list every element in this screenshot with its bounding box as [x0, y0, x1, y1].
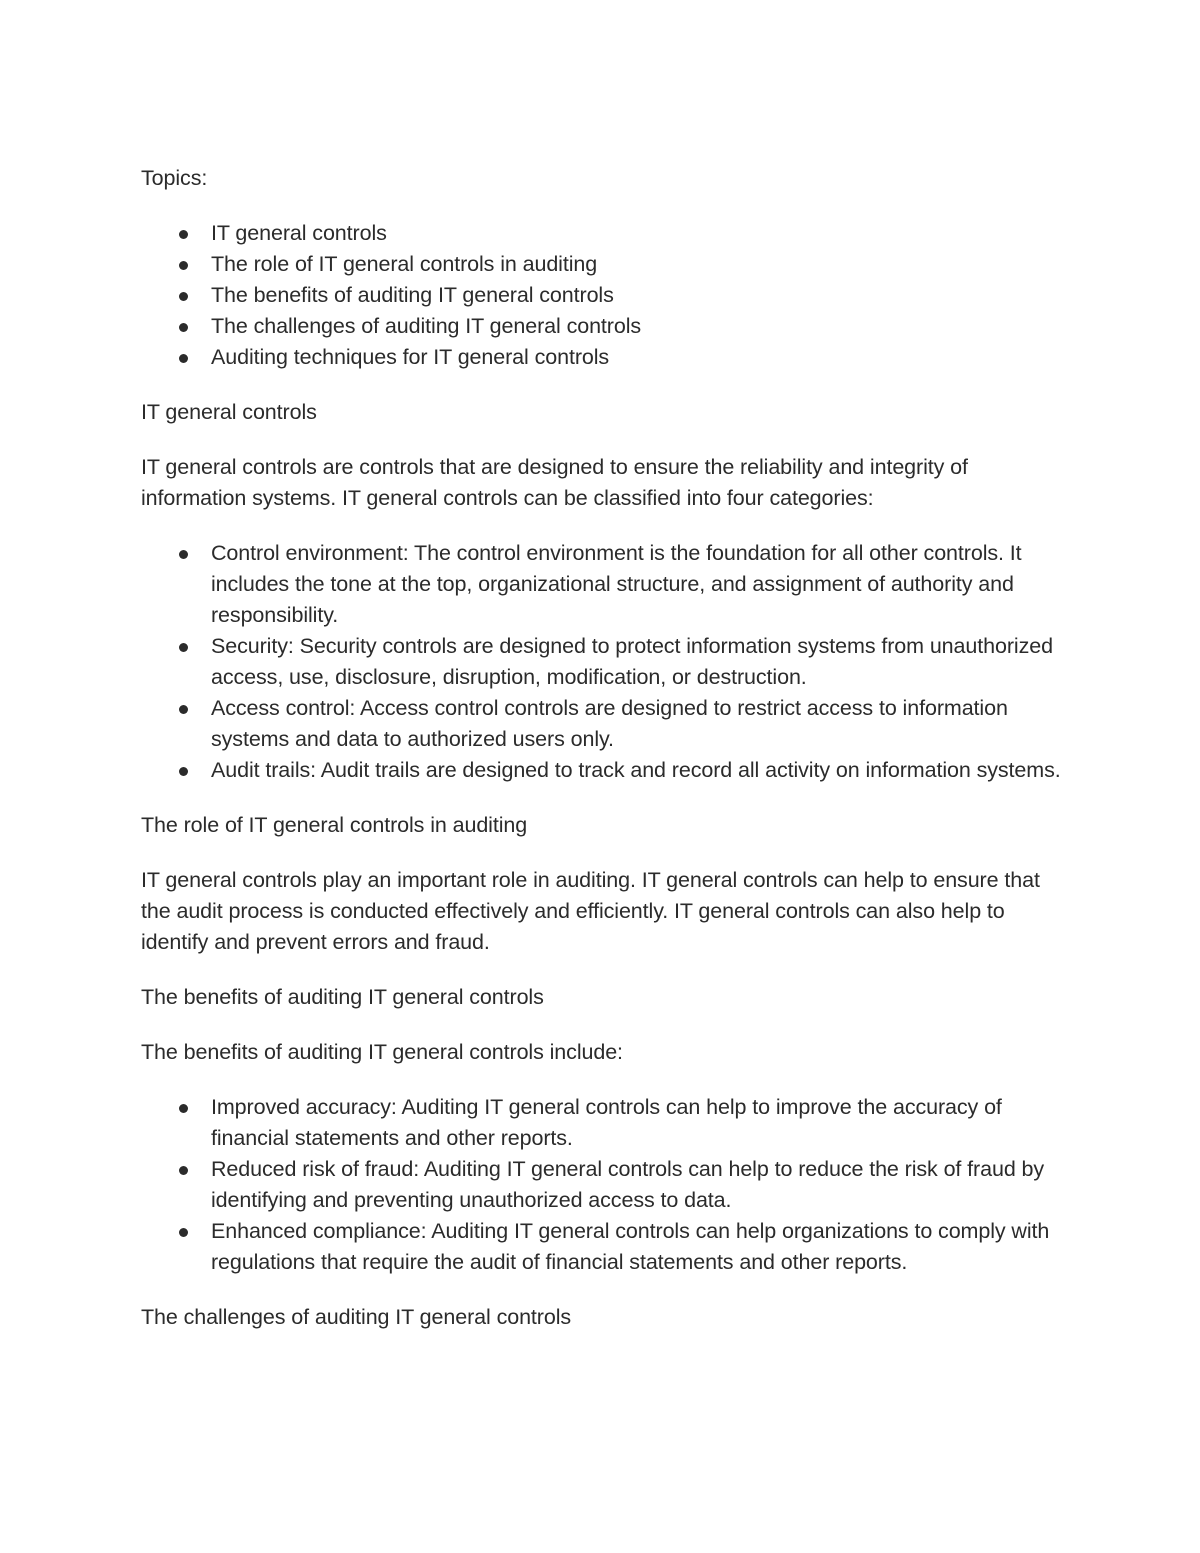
topics-heading: Topics:: [141, 166, 208, 190]
list-item: [141, 755, 1071, 786]
list-item-text: The benefits of auditing IT general controls: [211, 283, 614, 307]
list-item-text: Control environment: The control environment is the foundation for all other controls. It includes the tone at the top, organizational structure, and assignment of authority and responsibility.: [211, 541, 1022, 627]
bullet-icon: [179, 230, 188, 239]
list-item-text: Reduced risk of fraud: Auditing IT general controls can help to reduce the risk of fraud by identifying and preventing unauthorized access to data.: [211, 1157, 1045, 1212]
list-item-text: IT general controls: [211, 221, 387, 245]
bullet-icon: [179, 1104, 188, 1113]
bullet-icon: [179, 323, 188, 332]
document-page: [141, 163, 1071, 1357]
list-item-text: Enhanced compliance: Auditing IT general controls can help organizations to comply with regulations that require the audit of financial statements and other reports.: [211, 1219, 1050, 1274]
bullet-icon: [179, 354, 188, 363]
list-item-text: Access control: Access control controls are designed to restrict access to information systems and data to authorized users only.: [211, 696, 1008, 751]
list-item: [141, 1092, 1071, 1154]
section-heading: IT general controls: [141, 400, 317, 424]
list-item-text: Auditing techniques for IT general controls: [211, 345, 610, 369]
list-item: [141, 538, 1071, 631]
list-item: [141, 1154, 1071, 1216]
benefits-list: [141, 1092, 1071, 1278]
section-heading: The role of IT general controls in auditing: [141, 813, 528, 837]
list-item-text: Audit trails: Audit trails are designed to track and record all activity on information systems.: [211, 758, 1061, 782]
bullet-icon: [179, 550, 188, 559]
bullet-icon: [179, 261, 188, 270]
list-item-text: The challenges of auditing IT general controls: [211, 314, 642, 338]
list-item: [141, 280, 1071, 311]
list-item: [141, 218, 1071, 249]
topics-list: [141, 218, 1071, 373]
section-heading: The benefits of auditing IT general controls: [141, 985, 544, 1009]
list-item: [141, 249, 1071, 280]
bullet-icon: [179, 1228, 188, 1237]
bullet-icon: [179, 292, 188, 301]
list-item: [141, 342, 1071, 373]
paragraph: IT general controls play an important role in auditing. IT general controls can help to ensure that the audit process is conducted effectively and efficiently. IT general controls can also help to identify and prevent errors and fraud.: [141, 868, 1040, 954]
list-item-text: The role of IT general controls in auditing: [211, 252, 598, 276]
bullet-icon: [179, 705, 188, 714]
list-item: [141, 1216, 1071, 1278]
categories-list: [141, 538, 1071, 786]
bullet-icon: [179, 643, 188, 652]
list-item: [141, 693, 1071, 755]
paragraph: The benefits of auditing IT general controls include:: [141, 1040, 623, 1064]
list-item: [141, 311, 1071, 342]
list-item-text: Improved accuracy: Auditing IT general controls can help to improve the accuracy of financial statements and other reports.: [211, 1095, 1002, 1150]
list-item-text: Security: Security controls are designed to protect information systems from unauthorized access, use, disclosure, disruption, modification, or destruction.: [211, 634, 1053, 689]
section-heading: The challenges of auditing IT general controls: [141, 1305, 572, 1329]
list-item: [141, 631, 1071, 693]
paragraph: IT general controls are controls that are designed to ensure the reliability and integrity of information systems. IT general controls can be classified into four categories:: [141, 455, 968, 510]
bullet-icon: [179, 767, 188, 776]
bullet-icon: [179, 1166, 188, 1175]
